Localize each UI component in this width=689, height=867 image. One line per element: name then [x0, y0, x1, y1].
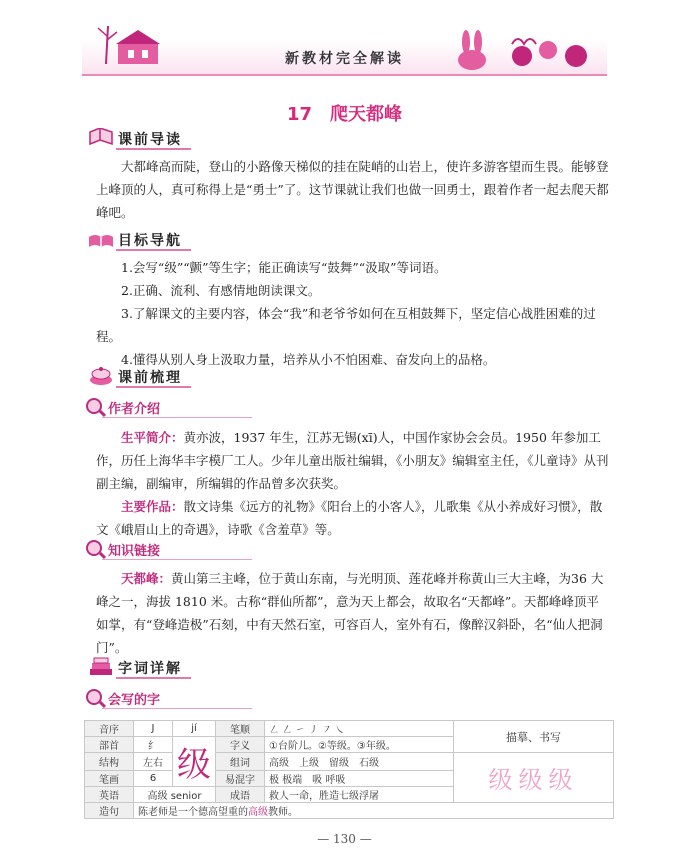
structure-label: 结构 [85, 753, 134, 771]
cake-icon [88, 366, 114, 386]
subheading-label: 会写的字 [108, 693, 161, 708]
stroke-order: ㇜ ㇜ ㇀ ㇓ ㇇ ㇏ [265, 721, 454, 737]
books-stack-icon [88, 657, 114, 677]
magnifier-icon [86, 689, 102, 705]
divider [116, 148, 191, 150]
section-label: 字词详解 [118, 661, 182, 677]
strokes-label: 笔画 [85, 771, 134, 787]
goal-item: 2.正确、流利、有感情地朗读课文。 [121, 283, 321, 298]
strokes: 6 [134, 771, 173, 787]
bio-text: 黄亦波，1937 年生，江苏无锡(xī)人，中国作家协会会员。1950 年参加工作，历任上海华丰字模厂工人。少年儿童出版社编辑，《小朋友》编辑室主任，《儿童诗》从刊副主编，副编审，所编辑的作品曾多次获奖。 [96, 430, 609, 491]
author-bio [96, 426, 609, 495]
meaning: ①台阶儿。②等级。③年级。 [265, 737, 454, 753]
compound-words: 高级 上级 留级 石级 [265, 753, 454, 771]
lesson-number: 17 [286, 104, 313, 125]
stroke-order-label: 笔顺 [216, 721, 265, 737]
goal-item: 3.了解课文的主要内容，体会“我”和老爷爷如何在互相鼓舞下，坚定信心战胜困难的过程。 [96, 306, 596, 344]
knowledge-body: 黄山第三主峰，位于黄山东南，与光明顶、莲花峰并称黄山三大主峰，为36 大峰之一，海拔 1810 米。古称“群仙所都”，意为天上都会，故取名“天都峰”。天都峰峰顶平如掌，有“登峰造极”石刻，中有天然石室，可容百人，室外有石，像醉汉斜卧，名“仙人把洞门”。 [96, 571, 604, 655]
divider [102, 559, 252, 560]
works-text: 散文诗集《远方的礼物》《阳台上的小客人》，儿歌集《从小养成好习惯》，散文《峨眉山上的奇遇》，诗歌《含羞草》等。 [96, 499, 603, 537]
example-sentence [134, 803, 614, 819]
section-goals-heading [88, 229, 288, 251]
knowledge-subheading [86, 540, 286, 562]
section-review-heading [88, 366, 288, 388]
character-table [84, 720, 614, 819]
subheading-label: 作者介绍 [108, 402, 161, 417]
sentence-end: 教师。 [268, 807, 298, 818]
subheading-label: 知识链接 [108, 544, 161, 559]
structure: 左右 [134, 753, 173, 771]
divider [116, 249, 191, 251]
bio-label: 生平简介： [121, 430, 184, 445]
write-chars-subheading [86, 689, 286, 711]
goals-list [96, 256, 609, 371]
section-words-heading [88, 657, 288, 679]
open-book-icon [88, 229, 114, 249]
divider [116, 677, 191, 679]
english-label: 英语 [85, 787, 134, 803]
page-header [82, 40, 607, 76]
sentence-keyword: 高级 [248, 807, 268, 818]
radical: 纟 [134, 737, 173, 753]
pinyin: jí [173, 721, 216, 737]
preview-text: 大都峰高而陡，登山的小路像天梯似的挂在陡峭的山岩上，使许多游客望而生畏。能够登上峰顶的人，真可称得上是“勇士”了。这节课就让我们也做一回勇士，跟着作者一起去爬天都峰吧。 [96, 159, 609, 220]
divider [102, 708, 252, 709]
meaning-label: 字义 [216, 737, 265, 753]
trace-characters: 级级级 [454, 753, 614, 803]
goal-item: 1.会写“级”“颤”等生字；能正确读写“鼓舞”“汲取”等词语。 [121, 260, 447, 275]
magnifier-icon [86, 540, 102, 556]
english: 高级 senior [134, 787, 216, 803]
goal-item: 4.懂得从别人身上汲取力量，培养从小不怕困难、奋发向上的品格。 [121, 352, 496, 367]
book-icon [88, 128, 114, 148]
section-label: 课前梳理 [118, 370, 182, 386]
lesson-name: 爬天都峰 [330, 104, 403, 125]
divider [116, 386, 191, 388]
divider [102, 417, 252, 418]
works-label: 主要作品： [121, 499, 184, 514]
compound-label: 组词 [216, 753, 265, 771]
sentence-start: 陈老师是一个德高望重的 [138, 807, 248, 818]
lesson-title [0, 100, 689, 126]
sentence-label: 造句 [85, 803, 134, 819]
magnifier-icon [86, 398, 102, 414]
header-title: 新教材完全解读 [285, 51, 404, 67]
page-number: — 130 — [317, 832, 372, 846]
knowledge-text [96, 567, 609, 659]
confuse-label: 易混字 [216, 771, 265, 787]
section-label: 目标导航 [118, 233, 182, 249]
section-label: 课前导读 [118, 132, 182, 148]
idiom-label: 成语 [216, 787, 265, 803]
idiom: 救人一命，胜造七级浮屠 [265, 787, 454, 803]
pinyin-letter: J [134, 721, 173, 737]
section-preview-heading [88, 128, 288, 150]
radical-label: 部首 [85, 737, 134, 753]
knowledge-label: 天都峰： [121, 571, 172, 586]
confuse-chars: 极 极端 吸 呼吸 [265, 771, 454, 787]
trace-label: 描摹、书写 [454, 721, 614, 753]
big-character: 级 [173, 737, 216, 787]
pinyin-label: 音序 [85, 721, 134, 737]
author-works [96, 495, 609, 541]
author-subheading [86, 398, 286, 420]
